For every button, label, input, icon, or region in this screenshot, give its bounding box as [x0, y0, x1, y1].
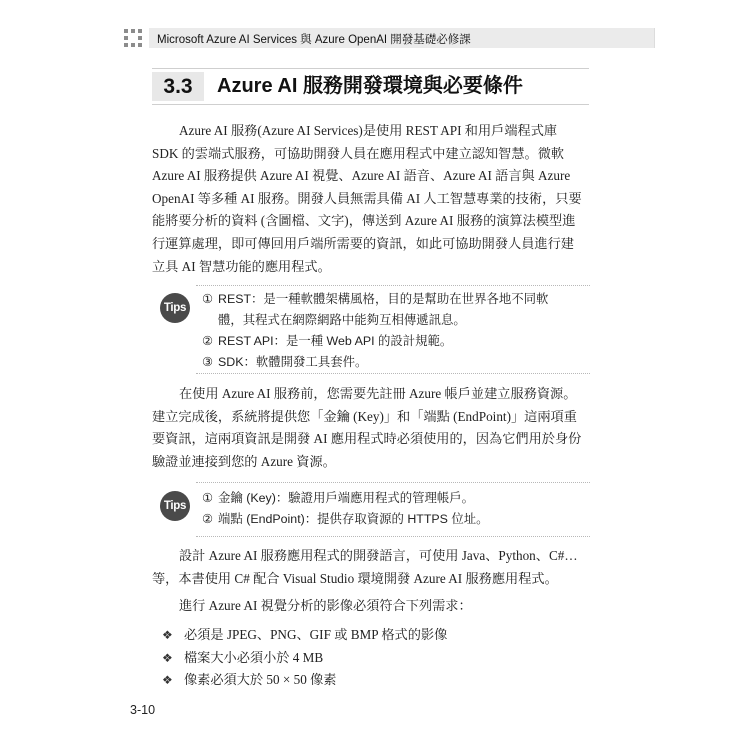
text-line: 能將要分析的資料 (含圖檔、文字)，傳送到 Azure AI 服務的演算法模型進: [152, 213, 576, 229]
diamond-bullet-icon: ❖: [162, 650, 173, 665]
list-item: [162, 624, 447, 647]
text-line: 立具 AI 智慧功能的應用程式。: [152, 258, 331, 274]
circled-number: ①: [202, 491, 214, 505]
dotted-divider: [196, 285, 590, 286]
tips-box: [160, 285, 590, 375]
text-line: 等，本書使用 C# 配合 Visual Studio 環境開發 Azure AI 服務應用程式。: [152, 570, 558, 586]
text-line: Azure AI 服務提供 Azure AI 視覺、Azure AI 語音、Azure AI 語言與 Azure: [152, 168, 571, 184]
text-line: 進行 Azure AI 視覺分析的影像必須符合下列需求：: [179, 598, 472, 613]
circled-number: ②: [202, 334, 214, 348]
grid-icon: [124, 29, 142, 47]
list-item: [162, 669, 447, 692]
tips-item: [202, 352, 548, 373]
tips-text: 體，其程式在網際網路中能夠互相傳遞訊息。: [218, 313, 466, 327]
section-number: 3.3: [152, 72, 204, 101]
list-item: [162, 647, 447, 670]
tips-text: REST：是一種軟體架構風格，目的是幫助在世界各地不同軟: [218, 292, 549, 306]
tips-item: [202, 289, 548, 310]
paragraph-requirements-intro: [152, 595, 589, 618]
dotted-divider: [196, 536, 590, 537]
tips-text: SDK：軟體開發工具套件。: [218, 355, 368, 369]
tips-item: [202, 488, 489, 509]
circled-number: ①: [202, 292, 214, 306]
text-line: 設計 Azure AI 服務應用程式的開發語言，可使用 Java、Python、C#…: [179, 548, 578, 563]
tips-text: REST API：是一種 Web API 的設計規範。: [218, 334, 453, 348]
text-line: 要資訊，這兩項資訊是開發 AI 應用程式時必須使用的，因為它們用於身份: [152, 431, 582, 447]
section-title: Azure AI 服務開發環境與必要條件: [217, 75, 523, 97]
paragraph-intro: [152, 120, 589, 278]
list-item-text: 像素必須大於 50 × 50 像素: [184, 672, 337, 687]
list-item-text: 必須是 JPEG、PNG、GIF 或 BMP 格式的影像: [184, 627, 448, 642]
tips-item-continuation: [202, 310, 548, 331]
circled-number: ②: [202, 512, 214, 526]
text-line: Azure AI 服務(Azure AI Services)是使用 REST API 和用戶端程式庫: [179, 123, 558, 138]
circled-number: ③: [202, 355, 214, 369]
text-line: 驗證並連接到您的 Azure 資源。: [152, 453, 336, 469]
text-line: SDK 的雲端式服務，可協助開發人員在應用程式中建立認知智慧。微軟: [152, 145, 565, 161]
tips-item: [202, 331, 548, 352]
tips-badge: Tips: [160, 293, 190, 323]
page-number: 3-10: [130, 703, 156, 717]
paragraph-languages: [152, 545, 589, 590]
tips-text: 端點 (EndPoint)：提供存取資源的 HTTPS 位址。: [218, 512, 489, 526]
tips-item: [202, 509, 489, 530]
running-header: [124, 28, 654, 48]
diamond-bullet-icon: ❖: [162, 673, 173, 687]
tips-list: [202, 488, 489, 530]
header-bar: [149, 28, 655, 48]
dotted-divider: [196, 482, 590, 483]
tips-text: 金鑰 (Key)：驗證用戶端應用程式的管理帳戶。: [218, 491, 475, 505]
requirements-list: [162, 624, 447, 692]
book-title: Microsoft Azure AI Services 與 Azure OpenAI 開發基礎必修課: [157, 34, 471, 46]
paragraph-credentials: [152, 383, 589, 473]
text-line: 行運算處理，即可傳回用戶端所需要的資訊，如此可協助開發人員進行建: [152, 235, 574, 251]
tips-list: [202, 289, 548, 373]
diamond-bullet-icon: ❖: [162, 628, 173, 642]
dotted-divider: [196, 373, 590, 374]
tips-box: [160, 482, 590, 538]
list-item-text: 檔案大小必須小於 4 MB: [184, 649, 324, 665]
section-heading: [152, 68, 589, 105]
text-line: 在使用 Azure AI 服務前，您需要先註冊 Azure 帳戶並建立服務資源。: [179, 386, 577, 401]
text-line: OpenAI 等多種 AI 服務。開發人員無需具備 AI 人工智慧專業的技術，只要: [152, 190, 582, 206]
text-line: 建立完成後，系統將提供您「金鑰 (Key)」和「端點 (EndPoint)」這兩項重: [152, 408, 577, 424]
tips-badge: Tips: [160, 491, 190, 521]
